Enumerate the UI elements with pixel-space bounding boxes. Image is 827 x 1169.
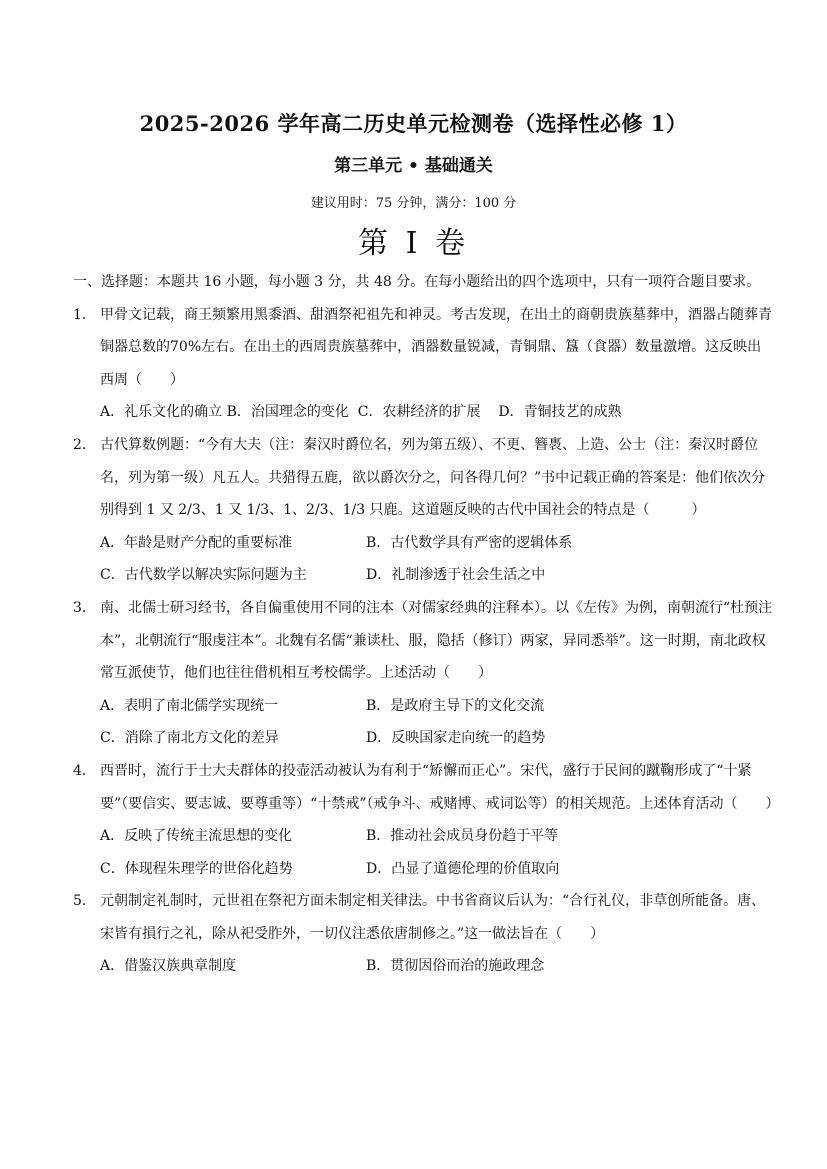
question-stem: 古代算数例题：“今有大夫（注：秦汉时爵位名，列为第五级）、不更、簪褭、上造、公士（注：秦汉时爵位名，列为第一级）凡五人。共猎得五鹿，欲以爵次分之，问各得几何？”书中记载正确的答案是：他们依次分别得到 1 又 2/3、1 又 1/3、1、2/3、1/3 只鹿。这道题反映的古代中国社会的特点是（ ） xyxy=(100,436,766,519)
question-4 xyxy=(73,755,780,820)
question-3-options xyxy=(73,690,773,755)
question-5-options xyxy=(73,950,773,983)
question-number: 4． xyxy=(73,762,96,779)
option-b: B．是政府主导下的文化交流 xyxy=(366,697,545,714)
question-stem: 甲骨文记载，商王频繁用黑黍酒、甜酒祭祀祖先和神灵。考古发现，在出土的商朝贵族墓葬中，酒器占随葬青铜器总数的70%左右。在出土的西周贵族墓葬中，酒器数量锐减，青铜鼎、簋（食器）数量激增。这反映出西周（ ） xyxy=(100,306,772,388)
question-4-options xyxy=(73,820,773,885)
option-a: A．年龄是财产分配的重要标准 xyxy=(100,534,293,551)
option-b: B．贯彻因俗而治的施政理念 xyxy=(366,958,545,975)
option-d: D．礼制渗透于社会生活之中 xyxy=(366,567,546,584)
option-a: A．礼乐文化的确立 xyxy=(100,404,223,421)
option-d: D．反映国家走向统一的趋势 xyxy=(366,730,546,747)
question-3 xyxy=(73,592,773,690)
option-d: D．凸显了道德伦理的价值取向 xyxy=(366,860,560,877)
question-number: 1． xyxy=(73,306,96,323)
question-stem: 元朝制定礼制时，元世祖在祭祀方面未制定相关律法。中书省商议后认为：“合行礼仪，非草创所能备。唐、宋皆有損行之礼，除从祀受胙外，一切仪注悉依唐制修之。”这一做法旨在（ ） xyxy=(100,893,766,942)
option-b: B．古代数学具有严密的逻辑体系 xyxy=(366,534,573,551)
exam-body xyxy=(73,266,780,983)
option-a: A．借鉴汉族典章制度 xyxy=(100,958,237,975)
option-b: B．推动社会成员身份趋于平等 xyxy=(366,828,559,845)
option-c: C．古代数学以解决实际问题为主 xyxy=(100,567,307,584)
question-stem: 西晋时，流行于士大夫群体的投壶活动被认为有利于“矫懈而正心”。宋代，盛行于民间的蹴鞠形成了“十紧要”（要信实、要志诚、要尊重等）“十禁戒”（戒争斗、戒赌博、戒词讼等）的相关规范。上述体育活动（ ） xyxy=(100,762,780,812)
option-c: C．农耕经济的扩展 xyxy=(357,404,481,421)
question-number: 3． xyxy=(73,599,96,616)
option-c: C．体现程朱理学的世俗化趋势 xyxy=(100,860,293,877)
time-info: 建议用时：75 分钟，满分：100 分 xyxy=(310,196,517,211)
question-number: 5． xyxy=(73,893,96,910)
part-heading: 第 I 卷 xyxy=(358,226,469,261)
question-5 xyxy=(73,885,773,950)
question-2-options xyxy=(73,527,773,592)
question-number: 2． xyxy=(73,436,96,453)
question-stem: 南、北儒士研习经书，各自偏重使用不同的注本（对儒家经典的注释本）。以《左传》为例，南朝流行“杜预注本”，北朝流行“服虔注本”。北魏有名儒“兼读杜、服，隐括（修订）两家，异同悉举”。这一时期，南北政权常互派使节，他们也往往借机相互考校儒学。上述活动（ ） xyxy=(100,599,773,682)
option-c: C．消除了南北方文化的差异 xyxy=(100,730,279,747)
option-d: D．青铜技艺的成熟 xyxy=(498,404,622,421)
exam-title: 2025-2026 学年高二历史单元检测卷（选择性必修 1） xyxy=(139,111,688,136)
question-2 xyxy=(73,429,773,527)
section-instruction: 一、选择题：本题共 16 小题，每小题 3 分，共 48 分。在每小题给出的四个选项中，只有一项符合题目要求。 xyxy=(73,274,761,290)
unit-subtitle: 第三单元 • 基础通关 xyxy=(334,156,493,176)
question-1-options xyxy=(73,396,773,429)
option-b: B．治国理念的变化 xyxy=(226,404,349,421)
question-1 xyxy=(73,299,773,397)
option-a: A．反映了传统主流思想的变化 xyxy=(100,828,293,845)
option-a: A．表明了南北儒学实现统一 xyxy=(100,697,279,714)
